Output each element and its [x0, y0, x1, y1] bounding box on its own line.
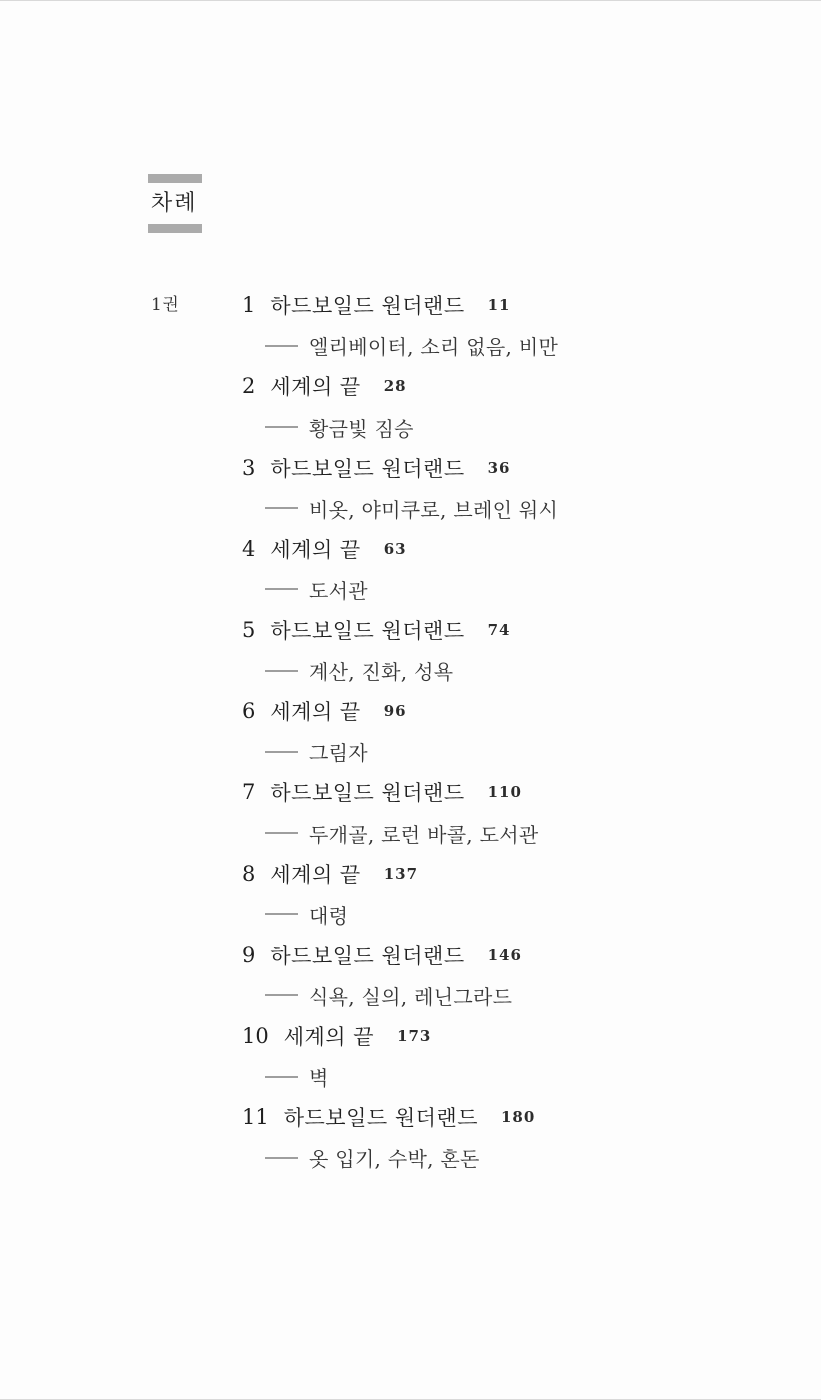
chapter-title: 하드보일드 원더랜드 [270, 619, 465, 644]
chapter-title: 하드보일드 원더랜드 [270, 294, 465, 319]
em-dash-rule [265, 1157, 298, 1159]
chapter-entry [242, 935, 782, 1016]
em-dash-rule [265, 994, 298, 996]
chapter-main-line [242, 1097, 782, 1138]
chapter-main-line [242, 691, 782, 732]
em-dash-rule [265, 670, 298, 672]
chapter-list [242, 285, 782, 1178]
chapter-title: 세계의 끝 [270, 537, 361, 562]
chapter-subtitle: 황금빛 짐승 [309, 416, 414, 441]
chapter-main-line [242, 1016, 782, 1057]
em-dash-rule [265, 507, 298, 509]
chapter-number: 9 [242, 942, 256, 967]
chapter-entry [242, 529, 782, 610]
decorative-bar-bottom [148, 224, 202, 233]
chapter-main-line [242, 610, 782, 651]
chapter-title: 하드보일드 원더랜드 [283, 1106, 478, 1131]
chapter-title: 하드보일드 원더랜드 [270, 456, 465, 481]
em-dash-rule [265, 832, 298, 834]
chapter-entry [242, 772, 782, 853]
chapter-subtitle: 도서관 [309, 578, 368, 603]
chapter-subtitle-line [242, 813, 782, 854]
chapter-number: 2 [242, 374, 256, 399]
chapter-subtitle: 식욕, 실의, 레닌그라드 [309, 984, 513, 1009]
chapter-subtitle: 대령 [309, 903, 349, 928]
em-dash-rule [265, 751, 298, 753]
chapter-number: 3 [242, 455, 256, 480]
page-title: 차례 [151, 191, 198, 216]
toc-header [148, 174, 268, 233]
chapter-number: 5 [242, 618, 256, 643]
chapter-subtitle-line [242, 488, 782, 529]
chapter-main-line [242, 447, 782, 488]
chapter-main-line [242, 853, 782, 894]
chapter-title: 세계의 끝 [270, 862, 361, 887]
chapter-subtitle-line [242, 569, 782, 610]
chapter-subtitle: 엘리베이터, 소리 없음, 비만 [309, 335, 559, 360]
em-dash-rule [265, 345, 298, 347]
volume-label: 1권 [151, 295, 180, 315]
chapter-page-number: 63 [383, 539, 407, 558]
chapter-subtitle: 그림자 [309, 741, 368, 766]
decorative-bar-top [148, 174, 202, 183]
chapter-title: 세계의 끝 [270, 700, 361, 725]
chapter-page-number: 96 [383, 702, 407, 721]
chapter-main-line [242, 366, 782, 407]
chapter-page-number: 11 [487, 296, 511, 315]
chapter-subtitle-line [242, 326, 782, 367]
chapter-page-number: 28 [383, 377, 407, 396]
chapter-page-number: 36 [487, 458, 511, 477]
chapter-entry [242, 610, 782, 691]
chapter-main-line [242, 529, 782, 570]
chapter-main-line [242, 935, 782, 976]
chapter-number: 4 [242, 536, 256, 561]
chapter-entry [242, 366, 782, 447]
chapter-entry [242, 1097, 782, 1178]
chapter-entry [242, 447, 782, 528]
chapter-subtitle: 두개골, 로런 바콜, 도서관 [309, 822, 539, 847]
chapter-page-number: 137 [383, 864, 419, 883]
chapter-number: 7 [242, 780, 256, 805]
chapter-number: 1 [242, 293, 256, 318]
chapter-subtitle: 벽 [309, 1066, 329, 1091]
chapter-subtitle-line [242, 1056, 782, 1097]
chapter-title: 세계의 끝 [283, 1024, 375, 1049]
chapter-title: 세계의 끝 [270, 375, 361, 400]
chapter-subtitle-line [242, 650, 782, 691]
em-dash-rule [265, 588, 298, 590]
chapter-subtitle-line [242, 975, 782, 1016]
chapter-subtitle: 계산, 진화, 성욕 [309, 660, 454, 685]
chapter-title: 하드보일드 원더랜드 [270, 781, 465, 806]
chapter-main-line [242, 285, 782, 326]
chapter-subtitle-line [242, 407, 782, 448]
chapter-entry [242, 691, 782, 772]
chapter-number: 10 [242, 1023, 269, 1048]
em-dash-rule [265, 426, 298, 428]
chapter-page-number: 146 [487, 945, 522, 964]
chapter-subtitle: 비옷, 야미쿠로, 브레인 워시 [309, 497, 559, 522]
chapter-entry [242, 285, 782, 366]
chapter-main-line [242, 772, 782, 813]
em-dash-rule [265, 913, 298, 915]
chapter-page-number: 180 [500, 1108, 536, 1127]
chapter-entry [242, 1016, 782, 1097]
chapter-number: 6 [242, 699, 256, 724]
chapter-page-number: 110 [487, 783, 522, 802]
chapter-subtitle: 옷 입기, 수박, 혼돈 [309, 1147, 480, 1172]
chapter-subtitle-line [242, 1137, 782, 1178]
chapter-subtitle-line [242, 732, 782, 773]
chapter-entry [242, 853, 782, 934]
chapter-number: 11 [242, 1105, 269, 1130]
chapter-number: 8 [242, 861, 256, 886]
chapter-subtitle-line [242, 894, 782, 935]
em-dash-rule [265, 1076, 298, 1078]
chapter-page-number: 74 [487, 621, 511, 640]
chapter-page-number: 173 [397, 1026, 432, 1045]
chapter-title: 하드보일드 원더랜드 [270, 943, 465, 968]
